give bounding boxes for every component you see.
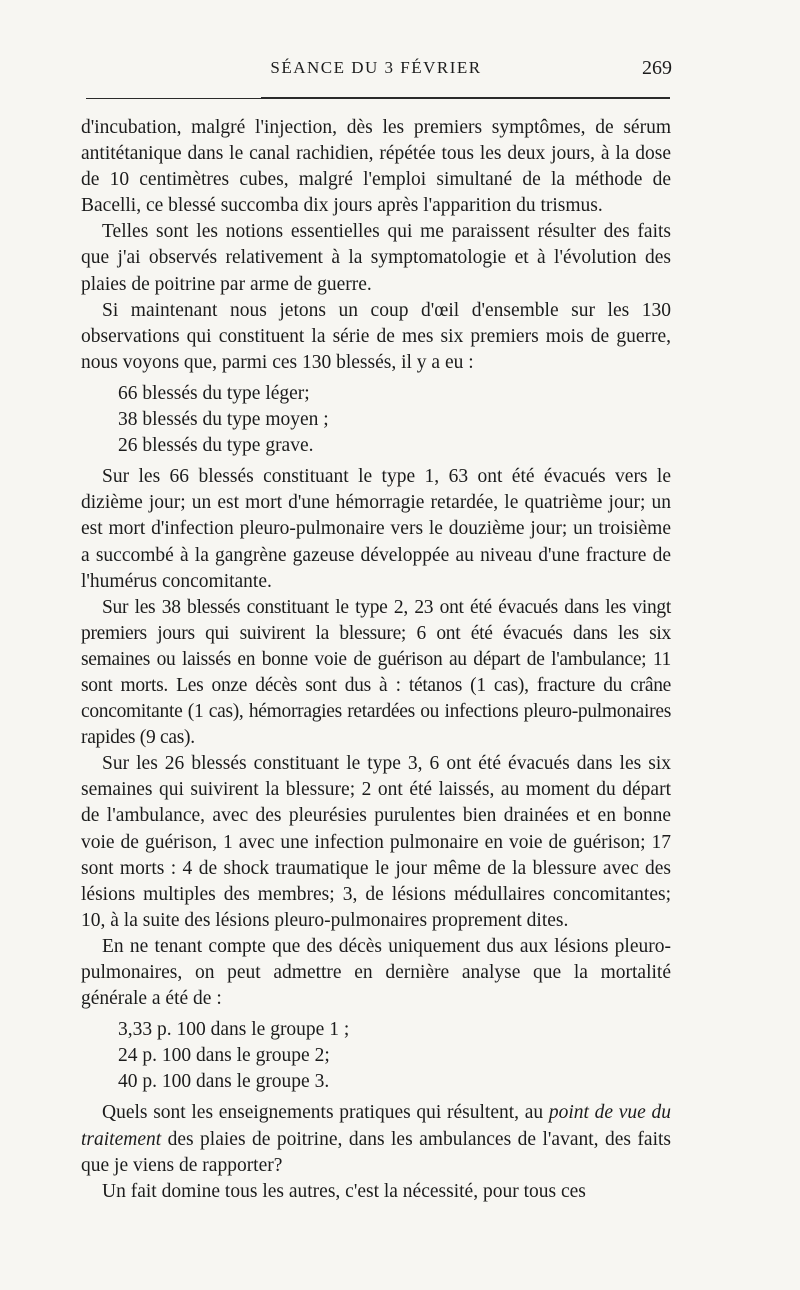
page-number: 269 (642, 57, 672, 79)
mortality-list (81, 1017, 671, 1095)
list-item: 40 p. 100 dans le groupe 3. (118, 1071, 330, 1093)
paragraph: Telles sont les notions essentielles qui me paraissent résulter des faits que j'ai observés relativement à la symptomatologie et à l'évolution des plaies de poitrine par arme de guerre. (81, 221, 671, 295)
paragraph: Si maintenant nous jetons un coup d'œil d'ensemble sur les 130 observations qui constituent la série de mes six premiers mois de guerre, nous voyons que, parmi ces 130 blessés, il y a eu : (81, 299, 671, 373)
list-item: 3,33 p. 100 dans le groupe 1 ; (118, 1019, 350, 1041)
list-item: 24 p. 100 dans le groupe 2; (118, 1045, 330, 1067)
body-text (81, 115, 671, 1205)
paragraph: Un fait domine tous les autres, c'est la nécessité, pour tous ces (102, 1180, 586, 1202)
header-rule (86, 98, 670, 99)
paragraph-text: Quels sont les enseignements pratiques qui résultent, au (102, 1102, 549, 1124)
running-title: SÉANCE DU 3 FÉVRIER (270, 58, 482, 77)
paragraph (81, 1100, 671, 1178)
list-item: 26 blessés du type grave. (118, 435, 314, 457)
paragraph: Sur les 38 blessés constituant le type 2, 23 ont été évacués dans les vingt premiers jours qui suivirent la blessure; 6 ont été évacués dans les six semaines ou laissés en bonne voie de guérison au départ de l'ambulance; 11 sont morts. Les onze décès sont dus à : tétanos (1 cas), fracture du crâne concomitante (1 cas), hémorragies retardées ou infections pleuro-pulmonaires rapides (9 cas). (81, 596, 671, 749)
paragraph: Sur les 66 blessés constituant le type 1, 63 ont été évacués vers le dizième jour; un est mort d'une hémorragie retardée, le quatrième jour; un est mort d'infection pleuro-pulmonaire vers le douzième jour; un troisième a succombé à la gangrène gazeuse développée au niveau d'une fracture de l'humérus concomitante. (81, 466, 671, 592)
list-item: 66 blessés du type léger; (118, 382, 310, 404)
page-header (80, 58, 672, 88)
wound-type-list (81, 381, 671, 459)
list-item: 38 blessés du type moyen ; (118, 409, 329, 431)
emphasis-text: point de vue du traitement (81, 1102, 671, 1150)
paragraph: Sur les 26 blessés constituant le type 3, 6 ont été évacués dans les six semaines qui suivirent la blessure; 2 ont été laissés, au moment du départ de l'ambulance, avec des pleurésies purulentes bien drainées et en bonne voie de guérison, 1 avec une infection pulmonaire en voie de guérison; 17 sont morts : 4 de shock traumatique le jour même de la blessure avec des lésions multiples des membres; 3, de lésions médullaires concomitantes; 10, à la suite des lésions pleuro-pulmonaires proprement dites. (81, 753, 671, 931)
paragraph: En ne tenant compte que des décès uniquement dus aux lésions pleuro-pulmonaires, on peut admettre en dernière analyse que la mortalité générale a été de : (81, 935, 671, 1010)
paragraph: d'incubation, malgré l'injection, dès les premiers symptômes, de sérum antitétanique dans le canal rachidien, répétée tous les deux jours, à la dose de 10 centimètres cubes, malgré l'emploi simultané de la méthode de Bacelli, ce blessé succomba dix jours après l'apparition du trismus. (81, 117, 671, 217)
paragraph-text: des plaies de poitrine, dans les ambulances de l'avant, des faits que je viens de rapporter? (81, 1128, 671, 1176)
